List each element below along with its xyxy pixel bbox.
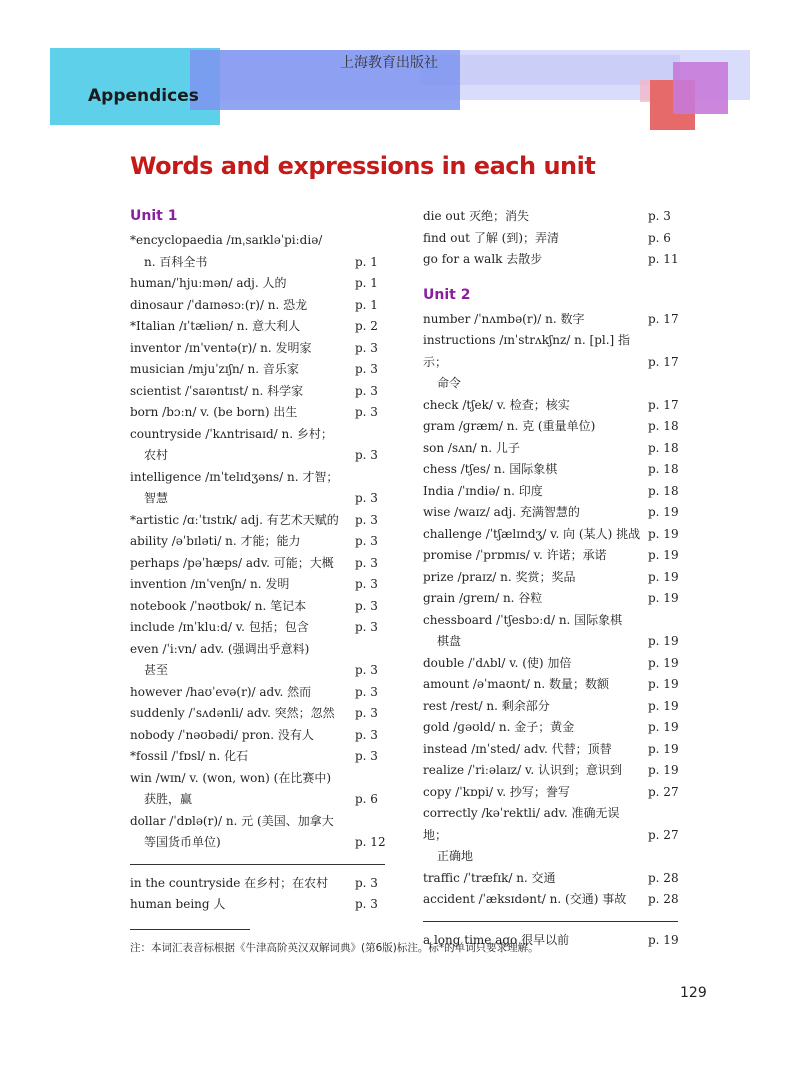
entry-term xyxy=(423,696,648,718)
entry-term xyxy=(423,739,648,761)
entry-text: notebook /ˈnəʊtbʊk/ n. 笔记本 xyxy=(130,598,307,613)
vocab-entry xyxy=(130,338,385,360)
vocab-entry xyxy=(130,574,385,596)
entry-text: die out 灭绝；消失 xyxy=(423,209,530,223)
entry-text: challenge /ˈtʃælɪndʒ/ v. 向 (某人) 挑战 xyxy=(423,526,641,541)
page-ref: p. 3 xyxy=(355,340,378,355)
vocab-entry xyxy=(423,438,678,460)
entry-page xyxy=(648,696,678,718)
entry-page xyxy=(355,510,385,532)
spacer xyxy=(355,230,385,252)
entry-page xyxy=(355,873,385,895)
page-ref: p. 3 xyxy=(355,663,378,677)
page-ref: p. 17 xyxy=(648,397,679,412)
vocab-entry xyxy=(130,359,385,381)
vocab-entry xyxy=(130,617,385,639)
page-ref: p. 18 xyxy=(648,419,679,433)
entry-term xyxy=(423,330,648,395)
vocab-entry xyxy=(130,424,385,467)
vocab-entry xyxy=(423,524,678,546)
entry-term xyxy=(130,811,355,854)
page-title: Words and expressions in each unit xyxy=(130,152,596,180)
entry-term xyxy=(130,553,355,575)
entry-text-cont: 智慧 xyxy=(144,491,169,505)
entry-page xyxy=(648,674,678,696)
entry-text: *fossil /ˈfɒsl/ n. 化石 xyxy=(130,749,249,763)
page-ref: p. 3 xyxy=(355,706,378,720)
vocab-entry xyxy=(130,811,385,854)
page-ref: p. 3 xyxy=(355,727,378,742)
entry-term xyxy=(130,359,355,381)
entry-term xyxy=(130,381,355,403)
entry-text: however /haʊˈevə(r)/ adv. 然而 xyxy=(130,684,312,699)
vocab-entry xyxy=(423,502,678,524)
page-ref: p. 19 xyxy=(648,634,679,648)
page-ref: p. 19 xyxy=(648,505,679,519)
entry-page xyxy=(648,502,678,524)
entry-text-cont: 棋盘 xyxy=(437,634,462,648)
entry-term xyxy=(130,768,355,811)
entry-page xyxy=(648,930,678,952)
entry-term xyxy=(130,873,355,895)
entry-text: *encyclopaedia /ɪnˌsaɪkləˈpiːdiə/ xyxy=(130,233,323,247)
entry-page xyxy=(648,249,678,271)
page-ref: p. 3 xyxy=(355,598,378,613)
vocab-entry xyxy=(130,703,385,725)
entry-text: realize /ˈriːəlaɪz/ v. 认识到；意识到 xyxy=(423,763,622,777)
entry-page xyxy=(355,316,385,338)
entry-term xyxy=(130,574,355,596)
spacer xyxy=(355,467,385,489)
entry-text: copy /ˈkɒpi/ v. 抄写；誊写 xyxy=(423,784,570,799)
entry-page xyxy=(355,703,385,725)
entry-term xyxy=(423,868,648,890)
entry-text: amount /əˈmaʊnt/ n. 数量；数额 xyxy=(423,677,610,691)
vocab-entry xyxy=(423,206,678,228)
vocab-entry xyxy=(130,768,385,811)
entry-term xyxy=(130,230,355,273)
entry-term xyxy=(130,725,355,747)
vocab-entry xyxy=(423,610,678,653)
vocab-entry xyxy=(423,481,678,503)
page-ref: p. 19 xyxy=(648,677,679,691)
entry-text: born /bɔːn/ v. (be born) 出生 xyxy=(130,405,298,419)
vocab-entry xyxy=(423,889,678,911)
entry-term xyxy=(423,889,648,911)
entry-page xyxy=(648,588,678,610)
entry-text-cont: 命令 xyxy=(437,376,462,390)
entry-term xyxy=(130,402,355,424)
page-ref: p. 3 xyxy=(355,749,378,763)
entry-page xyxy=(648,395,678,417)
page-ref: p. 6 xyxy=(355,792,378,806)
entry-text: grain /ɡreɪn/ n. 谷粒 xyxy=(423,591,543,605)
entry-text: find out 了解 (到)；弄清 xyxy=(423,230,559,245)
page-ref: p. 2 xyxy=(355,319,378,333)
entry-page xyxy=(648,330,678,373)
vocab-entry xyxy=(423,674,678,696)
entry-text: double /ˈdʌbl/ v. (使) 加倍 xyxy=(423,655,572,670)
vocab-entry xyxy=(423,309,678,331)
entry-term xyxy=(130,295,355,317)
spacer xyxy=(648,330,678,352)
entry-term xyxy=(130,746,355,768)
entry-page xyxy=(648,610,678,653)
page-ref: p. 19 xyxy=(648,655,679,670)
page-ref: p. 3 xyxy=(355,684,378,699)
entry-term xyxy=(423,610,648,653)
page-ref: p. 19 xyxy=(648,548,679,562)
page-ref: p. 19 xyxy=(648,932,679,947)
entry-text-cont: 获胜，赢 xyxy=(144,792,193,806)
entry-term xyxy=(130,316,355,338)
entry-text: *Italian /ɪˈtæliən/ n. 意大利人 xyxy=(130,319,301,333)
entry-page xyxy=(648,459,678,481)
page-ref: p. 3 xyxy=(648,209,671,223)
entry-page xyxy=(648,416,678,438)
entry-text: accident /ˈæksɪdənt/ n. (交通) 事故 xyxy=(423,892,627,906)
entry-text: dinosaur /ˈdaɪnəsɔː(r)/ n. 恐龙 xyxy=(130,297,308,312)
page-number: 129 xyxy=(680,985,707,1001)
page-ref: p. 19 xyxy=(648,569,679,584)
entry-page xyxy=(355,467,385,510)
spacer xyxy=(355,811,385,833)
entry-term xyxy=(423,567,648,589)
entry-page xyxy=(355,894,385,916)
page-ref: p. 3 xyxy=(355,620,378,634)
entry-term xyxy=(130,596,355,618)
entry-page xyxy=(355,746,385,768)
entry-term xyxy=(423,717,648,739)
entry-page xyxy=(355,574,385,596)
section-title: Appendices xyxy=(88,86,199,106)
footnote-divider xyxy=(130,929,250,930)
entry-text: human being 人 xyxy=(130,897,226,911)
vocab-entry xyxy=(423,760,678,782)
entry-page xyxy=(648,545,678,567)
entry-term xyxy=(423,206,648,228)
phrase-divider xyxy=(130,864,385,865)
entry-page xyxy=(355,639,385,682)
vocab-entry xyxy=(423,395,678,417)
right-column xyxy=(423,206,678,951)
entry-page xyxy=(355,402,385,424)
vocab-entry xyxy=(130,894,385,916)
entry-term xyxy=(423,674,648,696)
unit-heading: Unit 2 xyxy=(423,286,471,303)
page-ref: p. 17 xyxy=(648,354,679,369)
entry-text: even /ˈiːvn/ adv. (强调出乎意料) xyxy=(130,641,310,656)
entry-text: instead /ɪnˈsted/ adv. 代替；顶替 xyxy=(423,741,612,756)
entry-text: countryside /ˈkʌntrisaɪd/ n. 乡村； xyxy=(130,426,333,441)
entry-text: dollar /ˈdɒlə(r)/ n. 元 (美国、加拿大 xyxy=(130,813,334,828)
vocab-entry xyxy=(130,553,385,575)
page-ref: p. 18 xyxy=(648,440,679,455)
entry-page xyxy=(648,653,678,675)
page-ref: p. 19 xyxy=(648,763,679,777)
entry-page xyxy=(355,811,385,854)
vocab-entry xyxy=(130,725,385,747)
page-ref: p. 27 xyxy=(648,827,679,842)
vocab-entry xyxy=(130,316,385,338)
entry-page xyxy=(355,381,385,403)
entry-text: human/ˈhjuːmən/ adj. 人的 xyxy=(130,276,287,290)
page-ref: p. 3 xyxy=(355,491,378,505)
entry-page xyxy=(648,309,678,331)
vocab-entry xyxy=(423,249,678,271)
spacer xyxy=(648,610,678,632)
spacer xyxy=(423,271,678,285)
entry-text: promise /ˈprɒmɪs/ v. 许诺；承诺 xyxy=(423,548,607,562)
entry-text: ability /əˈbɪləti/ n. 才能；能力 xyxy=(130,534,301,548)
entry-text: musician /mjuˈzɪʃn/ n. 音乐家 xyxy=(130,362,299,376)
entry-term xyxy=(423,545,648,567)
entry-text: win /wɪn/ v. (won, won) (在比赛中) xyxy=(130,770,331,785)
entry-text: rest /rest/ n. 剩余部分 xyxy=(423,698,550,713)
entry-text: in the countryside 在乡村；在农村 xyxy=(130,875,329,890)
vocab-entry xyxy=(423,803,678,868)
page-ref: p. 3 xyxy=(355,577,378,591)
entry-term xyxy=(423,782,648,804)
page-ref: p. 19 xyxy=(648,698,679,713)
entry-page xyxy=(648,524,678,546)
entry-page xyxy=(355,338,385,360)
entry-text-cont: 正确地 xyxy=(437,849,474,863)
page-ref: p. 11 xyxy=(648,252,679,266)
entry-text: inventor /ɪnˈventə(r)/ n. 发明家 xyxy=(130,340,312,355)
page-ref: p. 3 xyxy=(355,383,378,398)
entry-term xyxy=(130,467,355,510)
entry-page xyxy=(648,868,678,890)
entry-page xyxy=(355,295,385,317)
spacer xyxy=(355,424,385,446)
page-ref: p. 3 xyxy=(355,512,378,527)
vocab-entry xyxy=(130,596,385,618)
vocab-entry xyxy=(130,381,385,403)
entry-page xyxy=(355,230,385,273)
entry-page xyxy=(648,782,678,804)
entry-page xyxy=(648,717,678,739)
page-ref: p. 3 xyxy=(355,448,378,462)
entry-text: instructions /ɪnˈstrʌkʃnz/ n. [pl.] 指示； xyxy=(423,333,631,369)
entry-text-cont: 等国货币单位) xyxy=(144,835,221,849)
entry-text-cont: n. 百科全书 xyxy=(144,254,208,269)
entry-page xyxy=(648,889,678,911)
entry-term xyxy=(423,502,648,524)
page-ref: p. 3 xyxy=(355,362,378,376)
entry-text: chess /tʃes/ n. 国际象棋 xyxy=(423,462,558,476)
entry-text: intelligence /ɪnˈtelɪdʒəns/ n. 才智； xyxy=(130,469,339,484)
page-ref: p. 3 xyxy=(355,555,378,570)
decor-square xyxy=(673,62,728,114)
entry-text: scientist /ˈsaɪəntɪst/ n. 科学家 xyxy=(130,383,304,398)
page-ref: p. 27 xyxy=(648,784,679,799)
vocab-entry xyxy=(130,295,385,317)
vocab-entry xyxy=(423,739,678,761)
entry-text: prize /praɪz/ n. 奖赏；奖品 xyxy=(423,569,576,584)
vocab-entry xyxy=(423,653,678,675)
entry-term xyxy=(423,249,648,271)
vocab-entry xyxy=(130,746,385,768)
page-ref: p. 1 xyxy=(355,276,378,290)
vocab-entry xyxy=(130,510,385,532)
page-ref: p. 12 xyxy=(355,835,386,849)
vocab-entry xyxy=(130,273,385,295)
entry-page xyxy=(648,567,678,589)
entry-term xyxy=(130,424,355,467)
entry-page xyxy=(648,803,678,846)
entry-text: a long time ago 很早以前 xyxy=(423,932,570,947)
vocab-entry xyxy=(423,567,678,589)
vocab-entry xyxy=(423,782,678,804)
page-ref: p. 18 xyxy=(648,462,679,476)
page-ref: p. 3 xyxy=(355,875,378,890)
vocab-entry xyxy=(423,459,678,481)
entry-page xyxy=(355,424,385,467)
page-ref: p. 3 xyxy=(355,897,378,911)
spacer xyxy=(648,803,678,825)
vocab-entry xyxy=(423,868,678,890)
page-ref: p. 18 xyxy=(648,483,679,498)
page-ref: p. 3 xyxy=(355,534,378,548)
entry-term xyxy=(423,524,648,546)
entry-term xyxy=(130,682,355,704)
entry-term xyxy=(423,803,648,868)
entry-page xyxy=(355,553,385,575)
entry-term xyxy=(423,228,648,250)
entry-term xyxy=(423,438,648,460)
spacer xyxy=(355,639,385,661)
entry-term xyxy=(423,309,648,331)
entry-term xyxy=(130,703,355,725)
entry-text-cont: 甚至 xyxy=(144,663,169,677)
vocab-entry xyxy=(130,402,385,424)
spacer xyxy=(355,768,385,790)
entry-page xyxy=(355,596,385,618)
entry-term xyxy=(130,894,355,916)
entry-page xyxy=(355,768,385,811)
entry-text: wise /waɪz/ adj. 充满智慧的 xyxy=(423,505,580,519)
entry-text-cont: 农村 xyxy=(144,448,169,462)
entry-term xyxy=(130,273,355,295)
entry-text: gold /ɡəʊld/ n. 金子；黄金 xyxy=(423,720,575,734)
phrase-divider xyxy=(423,921,678,922)
entry-page xyxy=(648,760,678,782)
entry-page xyxy=(355,359,385,381)
entry-page xyxy=(355,725,385,747)
entry-text: gram /ɡræm/ n. 克 (重量单位) xyxy=(423,419,596,433)
vocab-entry xyxy=(423,696,678,718)
page-ref: p. 3 xyxy=(355,405,378,419)
vocab-entry xyxy=(423,228,678,250)
page-ref: p. 17 xyxy=(648,311,679,326)
unit-heading: Unit 1 xyxy=(130,208,178,224)
vocab-entry xyxy=(423,416,678,438)
page-ref: p. 28 xyxy=(648,870,679,885)
entry-text: number /ˈnʌmbə(r)/ n. 数字 xyxy=(423,311,585,326)
vocab-entry xyxy=(130,639,385,682)
vocab-entry xyxy=(423,545,678,567)
vocab-entry xyxy=(130,873,385,895)
entry-text: correctly /kəˈrektli/ adv. 准确无误地； xyxy=(423,806,620,842)
entry-term xyxy=(130,510,355,532)
entry-term xyxy=(130,617,355,639)
page-ref: p. 1 xyxy=(355,254,378,269)
entry-term xyxy=(423,481,648,503)
entry-text: India /ˈɪndiə/ n. 印度 xyxy=(423,483,543,498)
vocab-entry xyxy=(130,467,385,510)
entry-text: invention /ɪnˈvenʃn/ n. 发明 xyxy=(130,577,290,591)
entry-page xyxy=(648,438,678,460)
entry-page xyxy=(648,739,678,761)
entry-text: check /tʃek/ v. 检查；核实 xyxy=(423,397,570,412)
vocab-entry xyxy=(130,682,385,704)
entry-term xyxy=(423,416,648,438)
entry-text: suddenly /ˈsʌdənli/ adv. 突然；忽然 xyxy=(130,706,335,720)
vocab-entry xyxy=(423,717,678,739)
footnote: 注：本词汇表音标根据《牛津高阶英汉双解词典》(第6版)标注。标*的单词只要求理解。 xyxy=(130,942,539,954)
page-ref: p. 19 xyxy=(648,720,679,734)
publisher-name: 上海教育出版社 xyxy=(340,55,438,71)
entry-text: *artistic /ɑːˈtɪstɪk/ adj. 有艺术天赋的 xyxy=(130,512,339,527)
vocab-entry xyxy=(423,588,678,610)
entry-term xyxy=(130,531,355,553)
entry-page xyxy=(355,273,385,295)
left-column xyxy=(130,206,385,916)
page-ref: p. 19 xyxy=(648,591,679,605)
entry-term xyxy=(423,760,648,782)
vocab-entry xyxy=(130,531,385,553)
entry-text: son /sʌn/ n. 儿子 xyxy=(423,440,520,455)
page-ref: p. 1 xyxy=(355,297,378,312)
entry-text: traffic /ˈtræfɪk/ n. 交通 xyxy=(423,870,556,885)
entry-text: go for a walk 去散步 xyxy=(423,252,543,266)
entry-page xyxy=(648,481,678,503)
entry-page xyxy=(648,206,678,228)
page-ref: p. 6 xyxy=(648,230,671,245)
entry-term xyxy=(130,639,355,682)
entry-page xyxy=(355,617,385,639)
entry-page xyxy=(355,531,385,553)
entry-text: include /ɪnˈkluːd/ v. 包括；包含 xyxy=(130,620,309,634)
entry-term xyxy=(423,653,648,675)
vocab-entry xyxy=(130,230,385,273)
entry-term xyxy=(423,588,648,610)
entry-term xyxy=(130,338,355,360)
entry-text: chessboard /ˈtʃesbɔːd/ n. 国际象棋 xyxy=(423,612,623,627)
entry-page xyxy=(355,682,385,704)
entry-text: nobody /ˈnəʊbədi/ pron. 没有人 xyxy=(130,727,314,742)
entry-term xyxy=(423,395,648,417)
page-ref: p. 28 xyxy=(648,892,679,906)
entry-page xyxy=(648,228,678,250)
vocab-entry xyxy=(423,330,678,395)
page-ref: p. 19 xyxy=(648,526,679,541)
page-ref: p. 19 xyxy=(648,741,679,756)
entry-term xyxy=(423,459,648,481)
entry-text: perhaps /pəˈhæps/ adv. 可能；大概 xyxy=(130,555,334,570)
